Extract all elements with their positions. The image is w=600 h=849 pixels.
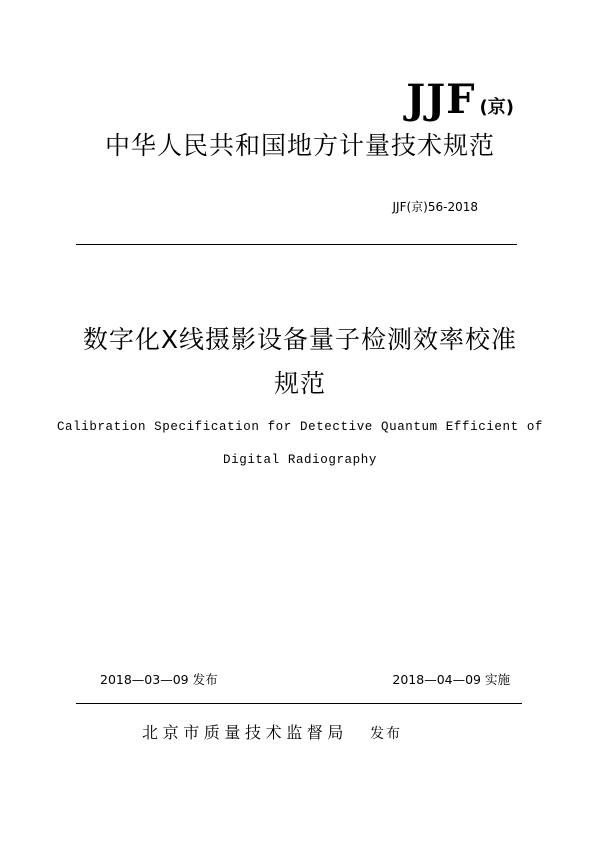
title-chinese-line-1: 数字化X线摄影设备量子检测效率校准 xyxy=(82,325,518,354)
title-chinese-line-2: 规范 xyxy=(273,369,326,398)
spec-series-title: 中华人民共和国地方计量技术规范 xyxy=(104,131,495,160)
bottom-divider xyxy=(76,703,522,704)
issue-date: 2018—03—09 发布 xyxy=(100,672,218,687)
publisher-name: 北京市质量技术监督局 xyxy=(142,723,349,742)
title-english-line-2: Digital Radiography xyxy=(223,453,377,467)
top-divider xyxy=(76,244,517,245)
title-english-line-1: Calibration Specification for Detective Quantum Efficient of xyxy=(56,420,544,434)
publisher-line xyxy=(142,722,402,745)
implementation-date: 2018—04—09 实施 xyxy=(392,672,510,687)
standard-code: JJF xyxy=(406,76,476,123)
document-number: JJF(京)56-2018 xyxy=(392,200,478,214)
standard-region: (京) xyxy=(479,97,514,118)
jjf-logo xyxy=(406,76,514,123)
publish-label: 发布 xyxy=(370,726,403,742)
